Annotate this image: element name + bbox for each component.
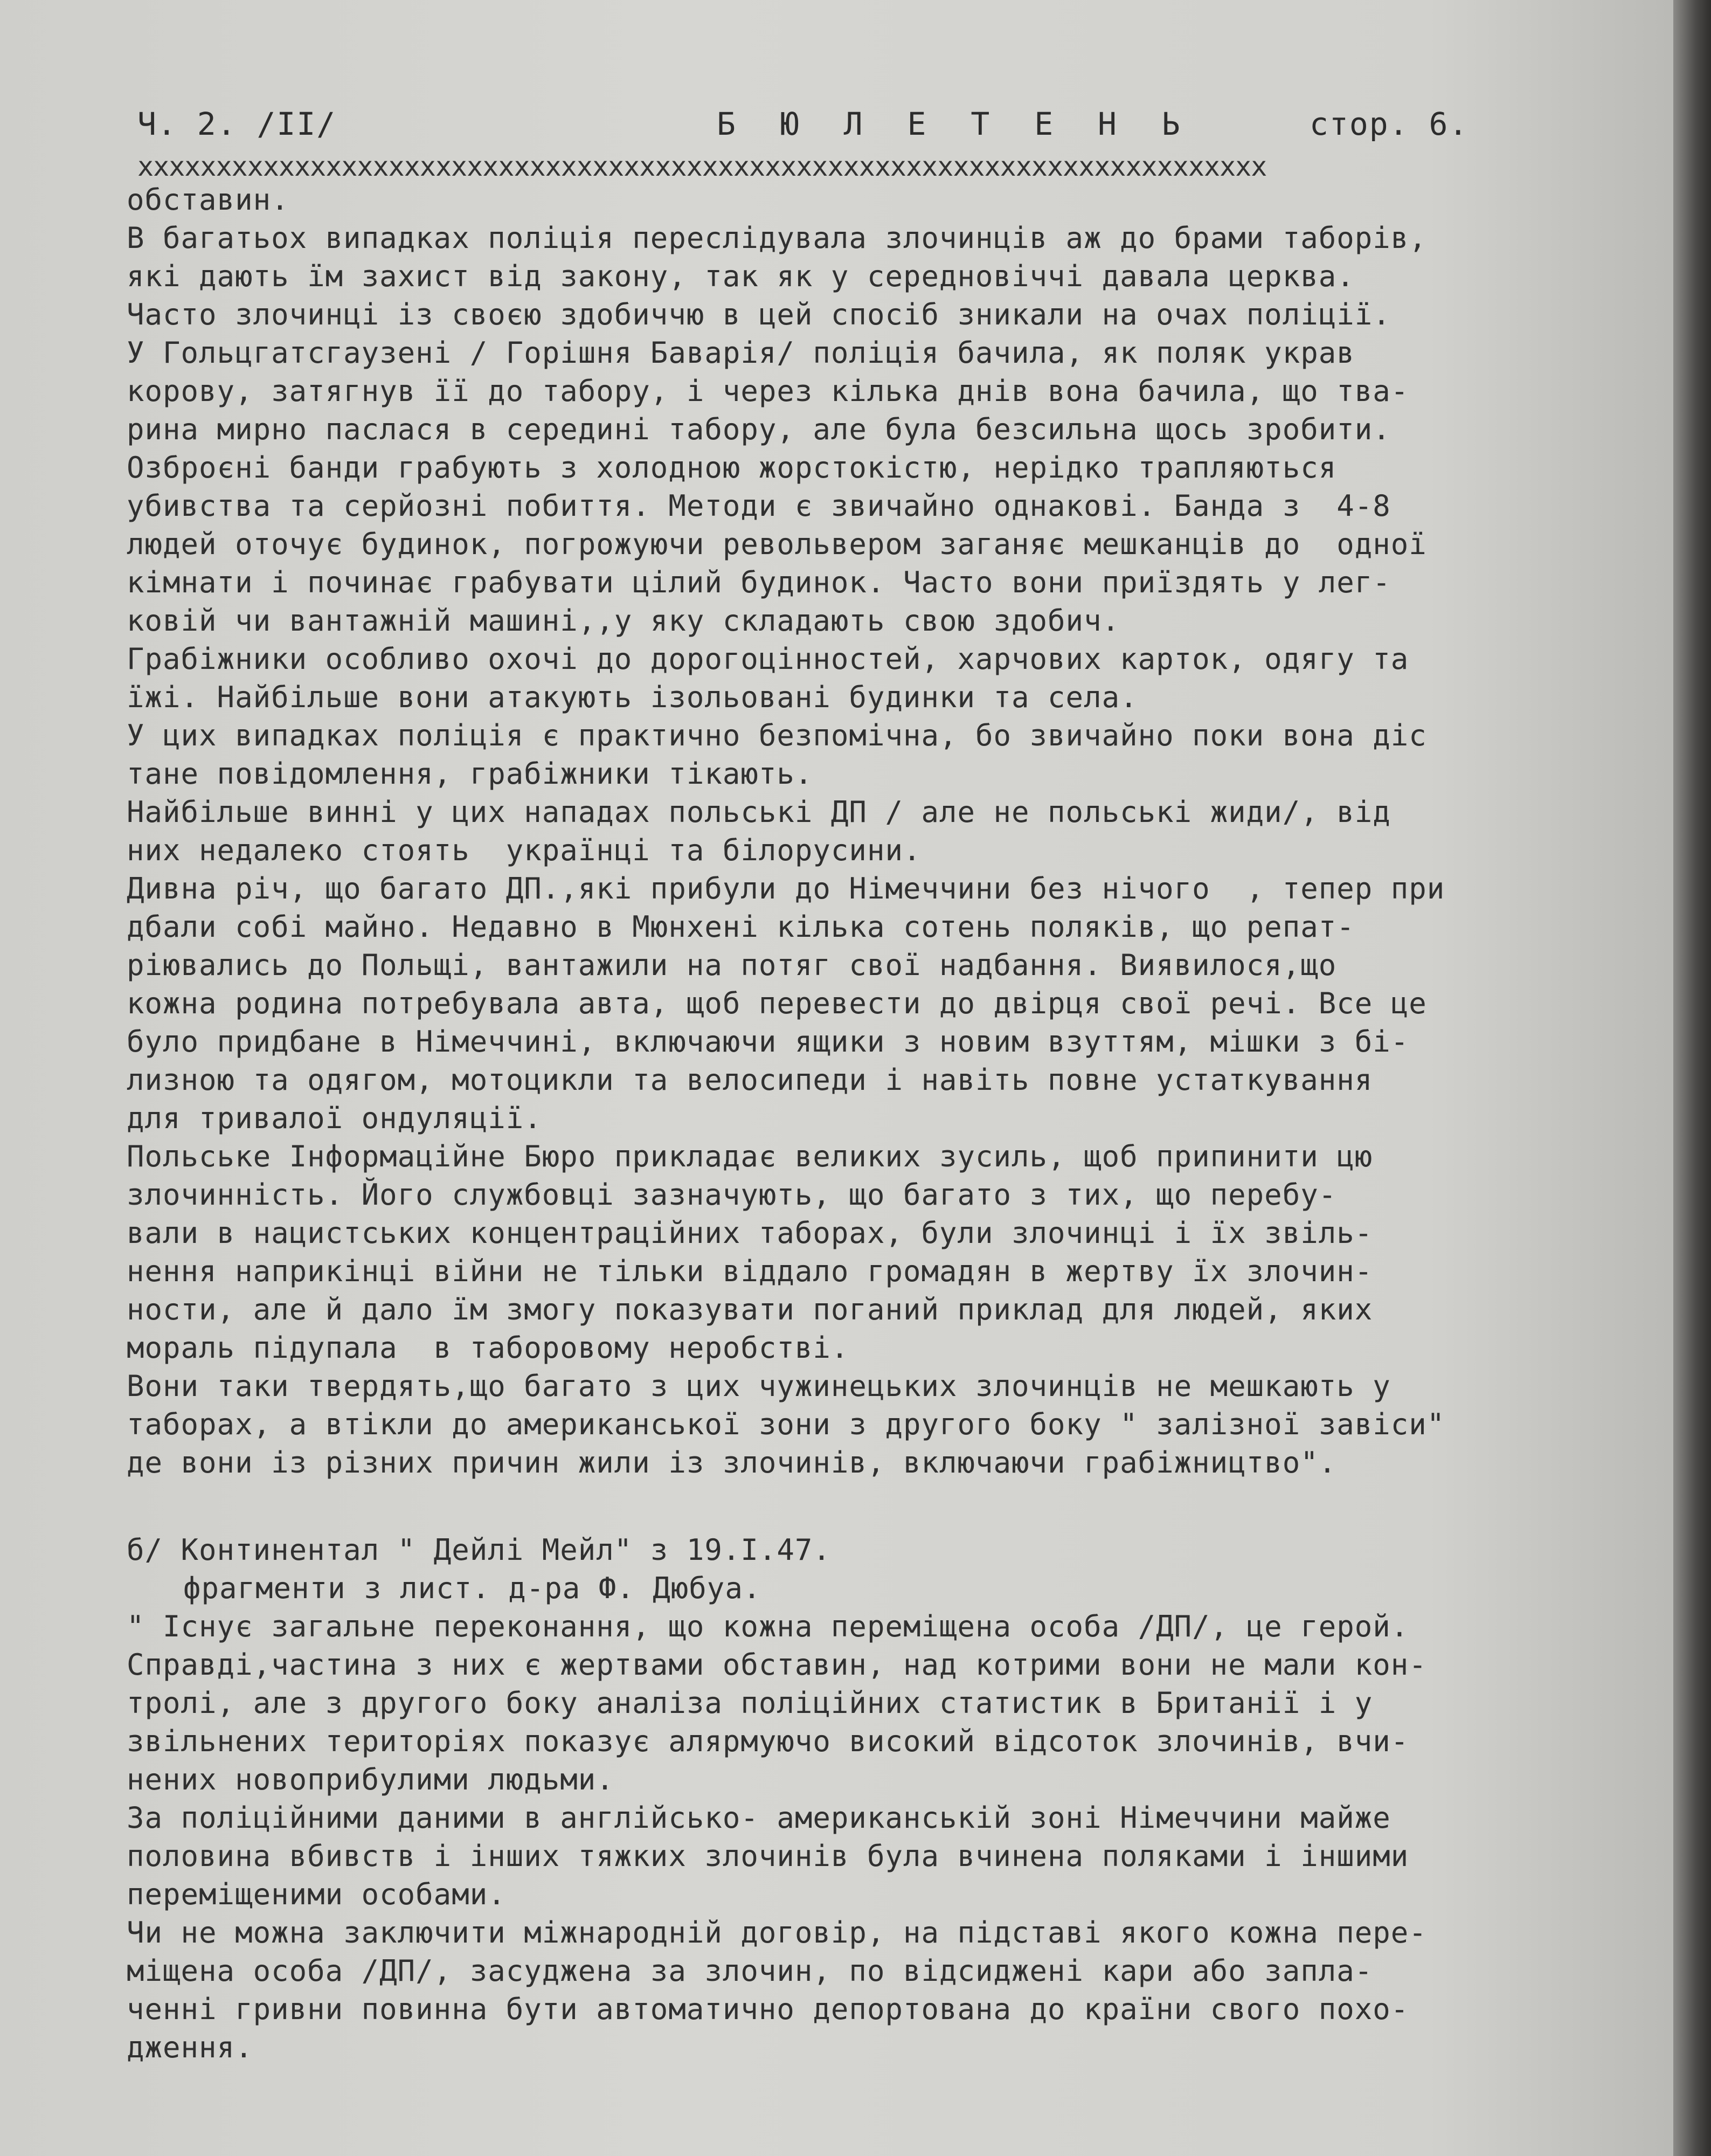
text-line: Найбільше винні у цих нападах польські ДП / але не польські жиди/, від [127, 795, 1391, 829]
text-line: переміщеними особами. [127, 1877, 506, 1911]
text-line: За поліційними даними в англійсько- американській зоні Німеччини майже [127, 1801, 1391, 1835]
text-line: дбали собі майно. Недавно в Мюнхені кілька сотень поляків, що репат- [127, 910, 1355, 944]
text-line: кімнати і починає грабувати цілий будинок. Часто вони приїздять у лег- [127, 565, 1391, 599]
text-line: лизною та одягом, мотоцикли та велосипеди і навіть повне устаткування [127, 1063, 1373, 1097]
text-line: ности, але й дало їм змогу показувати поганий приклад для людей, яких [127, 1293, 1373, 1326]
text-line: половина вбивств і інших тяжких злочинів була вчинена поляками і іншими [127, 1839, 1409, 1873]
text-line: Польське Інформаційне Бюро прикладає великих зусиль, щоб припинити цю [127, 1139, 1373, 1173]
text-line: рина мирно паслася в середині табору, але була безсильна щось зробити. [127, 412, 1391, 446]
text-line: тролі, але з другого боку аналіза поліційних статистик в Британії і у [127, 1686, 1373, 1720]
text-line: Справді,частина з них є жертвами обставин, над котрими вони не мали кон- [127, 1648, 1427, 1682]
quoted-section [127, 1531, 1636, 2067]
page-edge-shadow [1673, 0, 1711, 2156]
text-line: було придбане в Німеччині, включаючи ящики з новим взуттям, мішки з бі- [127, 1025, 1409, 1059]
text-line: міщена особа /ДП/, засуджена за злочин, по відсиджені кари або запла- [127, 1954, 1373, 1988]
text-line: які дають їм захист від закону, так як у середновіччі давала церква. [127, 259, 1355, 293]
page-number: стор. 6. [1310, 106, 1469, 142]
text-line: Озброєні банди грабують з холодною жорстокістю, нерідко трапляються [127, 451, 1337, 485]
text-line: для тривалої ондуляції. [127, 1101, 542, 1135]
issue-number: Ч. 2. /II/ [137, 106, 337, 142]
text-line: Вони таки твердять,що багато з цих чужинецьких злочинців не мешкають у [127, 1369, 1391, 1403]
text-line: Грабіжники особливо охочі до дорогоцінностей, харчових карток, одягу та [127, 642, 1409, 676]
text-line: обставин. [127, 183, 289, 217]
text-line: У цих випадках поліція є практично безпомічна, бо звичайно поки вона діс [127, 718, 1427, 752]
text-line: Дивна річ, що багато ДП.,які прибули до Німеччини без нічого , тепер при [127, 872, 1445, 906]
text-line: дження. [127, 2030, 253, 2064]
text-line: корову, затягнув її до табору, і через кілька днів вона бачила, що тва- [127, 374, 1409, 408]
text-line: " Існує загальне переконання, що кожна переміщена особа /ДП/, це герой. [127, 1609, 1409, 1643]
typed-divider: xxxxxxxxxxxxxxxxxxxxxxxxxxxxxxxxxxxxxxxxxxxxxxxxxxxxxxxxxxxxxxxxxxxxxxxx [137, 151, 1267, 182]
text-line: таборах, а втікли до американської зони з другого боку " залізної завіси" [127, 1407, 1445, 1441]
text-line: мораль підупала в таборовому неробстві. [127, 1331, 849, 1365]
text-line: де вони із різних причин жили із злочинів, включаючи грабіжництво". [127, 1446, 1337, 1480]
text-line: нення наприкінці війни не тільки віддало громадян в жертву їх злочин- [127, 1254, 1373, 1288]
text-line: людей оточує будинок, погрожуючи револьвером заганяє мешканців до одної [127, 527, 1427, 561]
main-text [127, 181, 1636, 1482]
text-line: У Гольцгатсгаузені / Горішня Баварія/ поліція бачила, як поляк украв [127, 336, 1355, 370]
section-heading: б/ Континентал " Дейлі Мейл" з 19.I.47. [127, 1533, 831, 1567]
text-line: убивства та серйозні побиття. Методи є звичайно однакові. Банда з 4-8 [127, 489, 1391, 523]
text-line: ковій чи вантажній машині,,у яку складають свою здобич. [127, 604, 1120, 638]
text-line: злочинність. Його службовці зазначують, що багато з тих, що перебу- [127, 1178, 1337, 1212]
text-line: ріювались до Польщі, вантажили на потяг свої надбання. Виявилося,що [127, 948, 1337, 982]
text-line: нених новоприбулими людьми. [127, 1763, 614, 1796]
text-line: вали в нацистських концентраційних таборах, були злочинці і їх звіль- [127, 1216, 1373, 1250]
text-line: них недалеко стоять українці та білорусини. [127, 833, 922, 867]
text-line: звільнених територіях показує алярмуючо високий відсоток злочинів, вчи- [127, 1724, 1409, 1758]
text-line: ченні гривни повинна бути автоматично депортована до країни свого похо- [127, 1992, 1409, 2026]
text-line: Часто злочинці із своєю здобиччю в цей спосіб зникали на очах поліції. [127, 298, 1391, 331]
text-line: тане повідомлення, грабіжники тікають. [127, 757, 813, 791]
text-line: В багатьох випадках поліція переслідувала злочинців аж до брами таборів, [127, 221, 1427, 255]
bulletin-title: Б Ю Л Е Т Е Н Ь [717, 106, 1193, 142]
text-line: їжі. Найбільше вони атакують ізольовані будинки та села. [127, 680, 1138, 714]
text-line: Чи не можна заключити міжнародній договір, на підставі якого кожна пере- [127, 1916, 1427, 1950]
page-header [137, 106, 1614, 149]
section-subheading: фрагменти з лист. д-ра Ф. Дюбуа. [183, 1571, 761, 1605]
text-line: кожна родина потребувала авта, щоб перевести до двірця свої речі. Все це [127, 986, 1427, 1020]
